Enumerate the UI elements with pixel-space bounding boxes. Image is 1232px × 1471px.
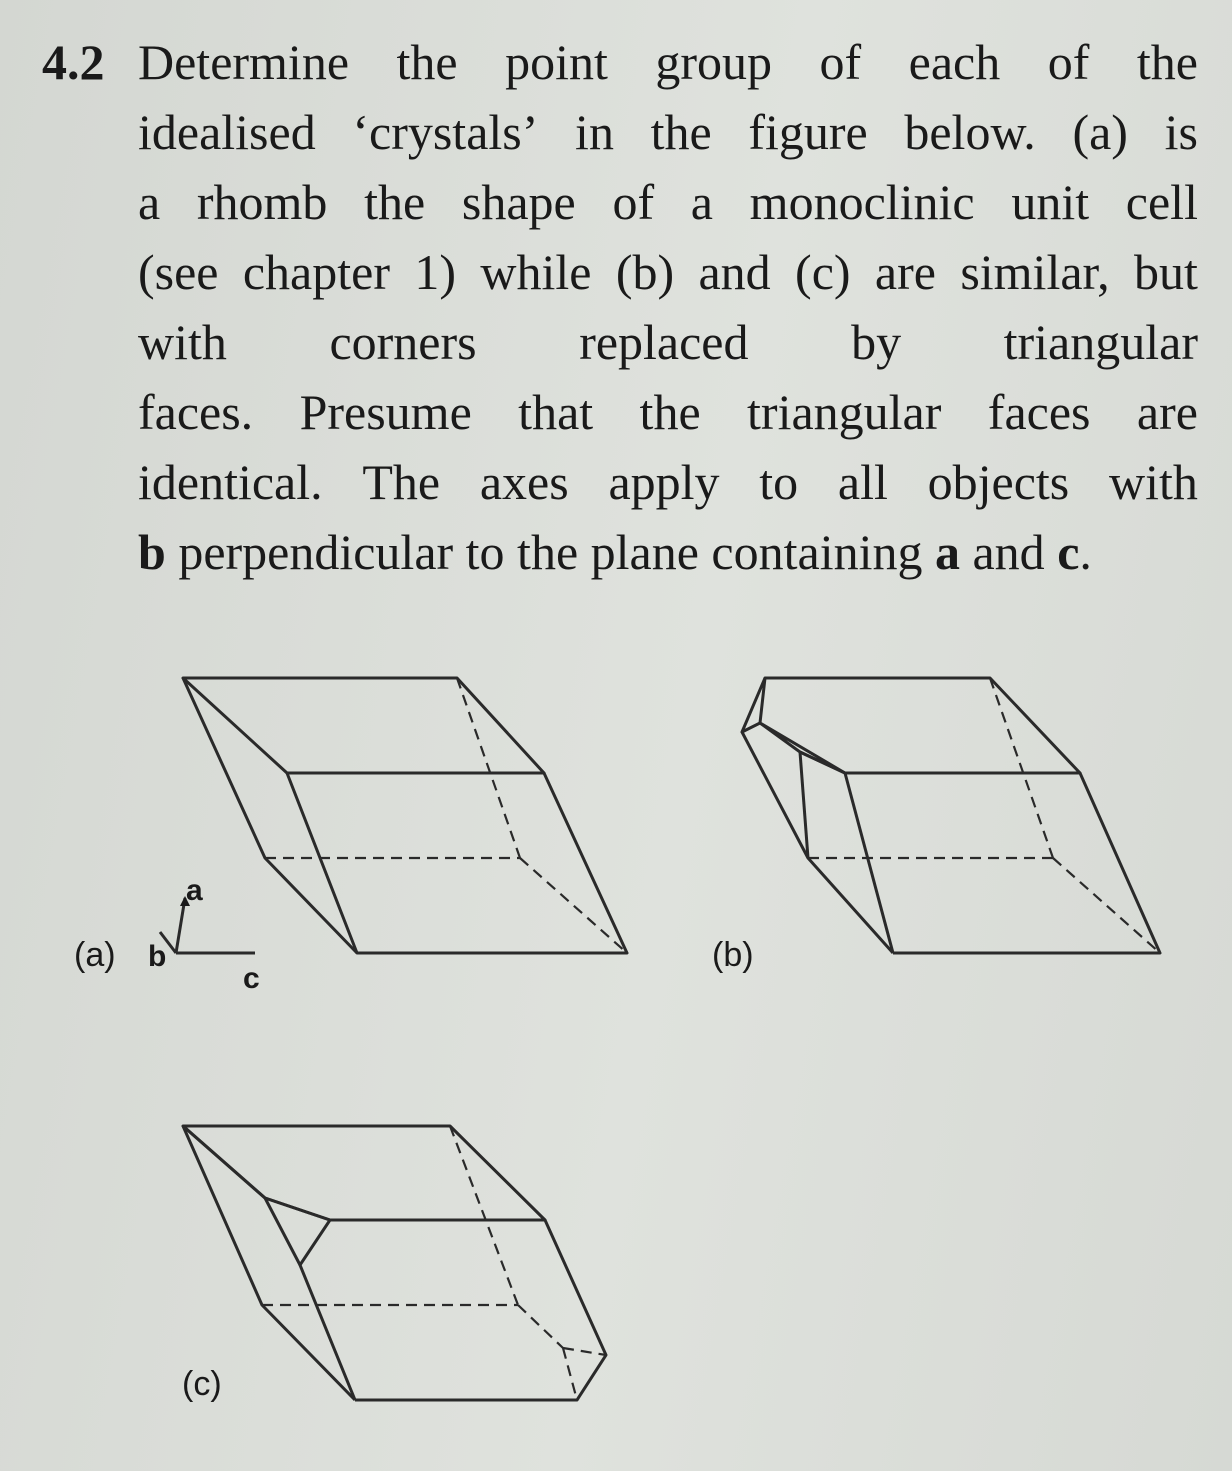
text-fragment: perpendicular to the plane containing (165, 524, 935, 580)
crystal-c-hidden-triangle-b (563, 1348, 577, 1400)
word: by (851, 314, 902, 370)
crystal-c-hidden-triangle-a (563, 1348, 606, 1355)
text-fragment: . (1079, 524, 1092, 580)
word: rhomb (196, 174, 328, 230)
crystal-b (742, 678, 1160, 953)
word: identical. (138, 454, 323, 510)
axis-b-label: b (148, 940, 167, 973)
word: triangular (1003, 314, 1198, 370)
word: with (138, 314, 227, 370)
axis-a-line (176, 898, 185, 953)
crystal-a-left-edge (183, 678, 357, 953)
axes-indicator (148, 874, 260, 995)
crystal-c-hidden-back-vertical (450, 1126, 518, 1305)
word: that (518, 384, 594, 440)
word: monoclinic (749, 174, 975, 230)
crystal-a-top-face (183, 678, 544, 773)
word: in (575, 104, 614, 160)
figure-label-c: (c) (182, 1365, 222, 1403)
word: cell (1125, 174, 1198, 230)
crystal-a-hidden-back-vertical (457, 678, 520, 858)
word: unit (1011, 174, 1090, 230)
word: 1) (414, 244, 456, 300)
word: the (639, 384, 701, 440)
word: similar, (960, 244, 1110, 300)
word: and (698, 244, 771, 300)
word: the (1136, 34, 1198, 90)
word: of (612, 174, 655, 230)
word: The (362, 454, 441, 510)
word: objects (927, 454, 1070, 510)
crystal-c-front-face (330, 1220, 606, 1400)
text-fragment: and (959, 524, 1058, 580)
word: with (1109, 454, 1198, 510)
word: axes (479, 454, 569, 510)
word: the (650, 104, 712, 160)
word: a (138, 174, 161, 230)
word: is (1164, 104, 1198, 160)
word: of (819, 34, 862, 90)
vector-c: c (1057, 524, 1080, 580)
word: faces (987, 384, 1091, 440)
crystal-c-front-left-edge (300, 1265, 355, 1400)
word: (c) (795, 244, 851, 300)
figure-label-a: (a) (74, 936, 116, 974)
word: all (837, 454, 888, 510)
word: of (1047, 34, 1090, 90)
crystal-a-hidden-bottom-right (520, 858, 627, 953)
word: the (364, 174, 426, 230)
word: apply (608, 454, 720, 510)
word: the (396, 34, 458, 90)
word: figure (748, 104, 868, 160)
crystal-b-front-face (845, 773, 1160, 953)
word: to (759, 454, 799, 510)
crystal-b-hidden-back-vertical (990, 678, 1053, 858)
crystal-c-left-edge (183, 1126, 265, 1198)
crystal-b-top-face (760, 678, 1080, 773)
axis-a-label: a (186, 874, 203, 907)
crystal-b-left-lower-edge (742, 732, 893, 953)
word: faces. (138, 384, 254, 440)
word: corners (329, 314, 477, 370)
word: but (1134, 244, 1198, 300)
word: while (480, 244, 592, 300)
axis-c-label: c (243, 962, 260, 995)
word: below. (904, 104, 1036, 160)
word: are (874, 244, 936, 300)
crystal-c-triangular-face-top (265, 1198, 330, 1265)
word: replaced (579, 314, 749, 370)
word: shape (461, 174, 576, 230)
vector-a: a (934, 524, 960, 580)
crystal-c-left-lower-edge (183, 1126, 355, 1400)
crystal-a (183, 678, 627, 953)
word: chapter (242, 244, 390, 300)
crystal-b-hidden-bottom-right (1053, 858, 1160, 953)
word: ‘crystals’ (352, 104, 539, 160)
word: (see (138, 244, 219, 300)
word: (b) (615, 244, 675, 300)
vector-b: b (138, 524, 166, 580)
word: Presume (299, 384, 472, 440)
word: (a) (1072, 104, 1128, 160)
crystal-c (183, 1126, 606, 1400)
word: Determine (138, 34, 350, 90)
word: triangular (747, 384, 942, 440)
word: idealised (138, 104, 316, 160)
crystal-c-hidden-bottom-right (518, 1305, 563, 1348)
word: point (505, 34, 608, 90)
crystal-a-front-face (287, 773, 627, 953)
word: group (655, 34, 773, 90)
word: a (690, 174, 713, 230)
word: each (908, 34, 1001, 90)
word: are (1136, 384, 1198, 440)
figure-label-b: (b) (712, 936, 754, 974)
problem-number: 4.2 (42, 34, 105, 90)
